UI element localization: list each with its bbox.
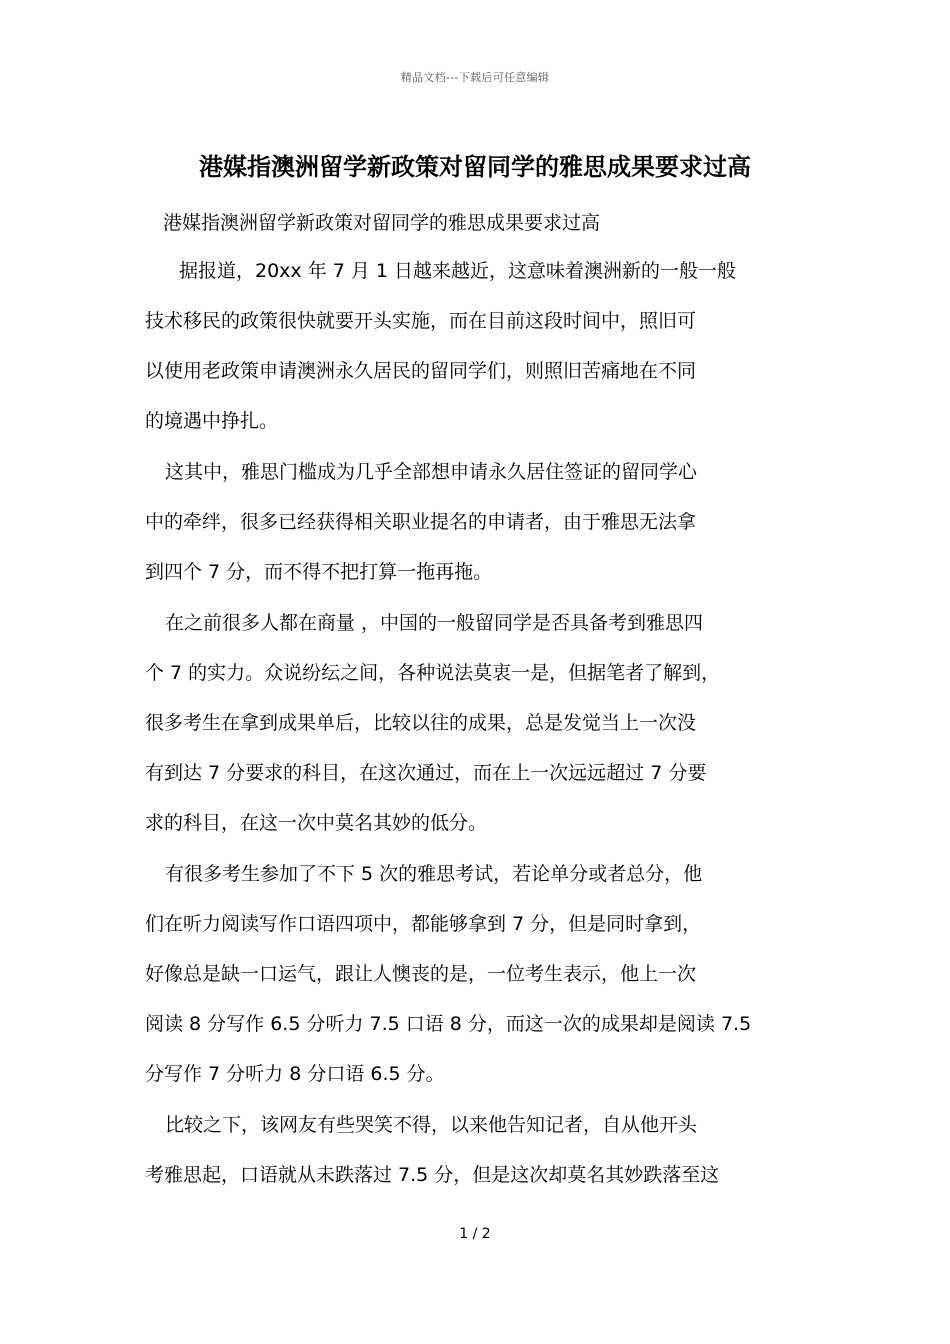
text-line: 求的科目，在这一次中莫名其妙的低分。 [145,812,488,834]
text-line: 分写作 7 分听力 8 分口语 6.5 分。 [145,1063,445,1085]
text-line: 好像总是缺一口运气，跟让人懊丧的是，一位考生表示，他上一次 [145,963,697,985]
text-line: 比较之下，该网友有些哭笑不得，以来他告知记者，自从他开头 [165,1114,698,1136]
document-body [145,255,835,1210]
page-header: 精品文档---下载后可任意编辑 [400,71,550,84]
paragraph-1 [145,255,835,455]
text-line: 考雅思起，口语就从未跌落过 7.5 分，但是这次却莫名其妙跌落至这 [145,1164,720,1186]
page-number: 1 / 2 [459,1226,491,1242]
paragraph-4 [145,858,835,1108]
text-line: 据报道，20xx 年 7 月 1 日越来越近，这意味着澳洲新的一般一般 [179,260,737,282]
text-line: 技术移民的政策很快就要开头实施，而在目前这段时间中，照旧可 [145,310,697,332]
text-line: 的境遇中挣扎。 [145,410,279,432]
text-line: 这其中，雅思门槛成为几乎全部想申请永久居住签证的留同学心 [165,461,698,483]
text-line: 个 7 的实力。众说纷纭之间，各种说法莫衷一是，但据笔者了解到， [145,662,721,684]
document-title: 港媒指澳洲留学新政策对留同学的雅思成果要求过高 [199,153,751,181]
paragraph-3 [145,607,835,857]
text-line: 中的牵绊，很多已经获得相关职业提名的申请者，由于雅思无法拿 [145,511,697,533]
document-subtitle: 港媒指澳洲留学新政策对留同学的雅思成果要求过高 [163,212,601,234]
text-line: 有到达 7 分要求的科目，在这次通过，而在上一次远远超过 7 分要 [145,762,707,784]
text-line: 阅读 8 分写作 6.5 分听力 7.5 口语 8 分，而这一次的成果却是阅读 7.5 [145,1013,752,1035]
paragraph-2 [145,456,835,606]
text-line: 以使用老政策申请澳洲永久居民的留同学们，则照旧苦痛地在不同 [145,360,697,382]
text-line: 有很多考生参加了不下 5 次的雅思考试，若论单分或者总分，他 [165,863,703,885]
text-line: 到四个 7 分，而不得不把打算一拖再拖。 [145,561,493,583]
paragraph-5 [145,1109,835,1209]
text-line: 们在听力阅读写作口语四项中，都能够拿到 7 分，但是同时拿到， [145,913,702,935]
text-line: 很多考生在拿到成果单后，比较以往的成果，总是发觉当上一次没 [145,712,697,734]
text-line: 在之前很多人都在商量 ，中国的一般留同学是否具备考到雅思四 [165,612,704,634]
